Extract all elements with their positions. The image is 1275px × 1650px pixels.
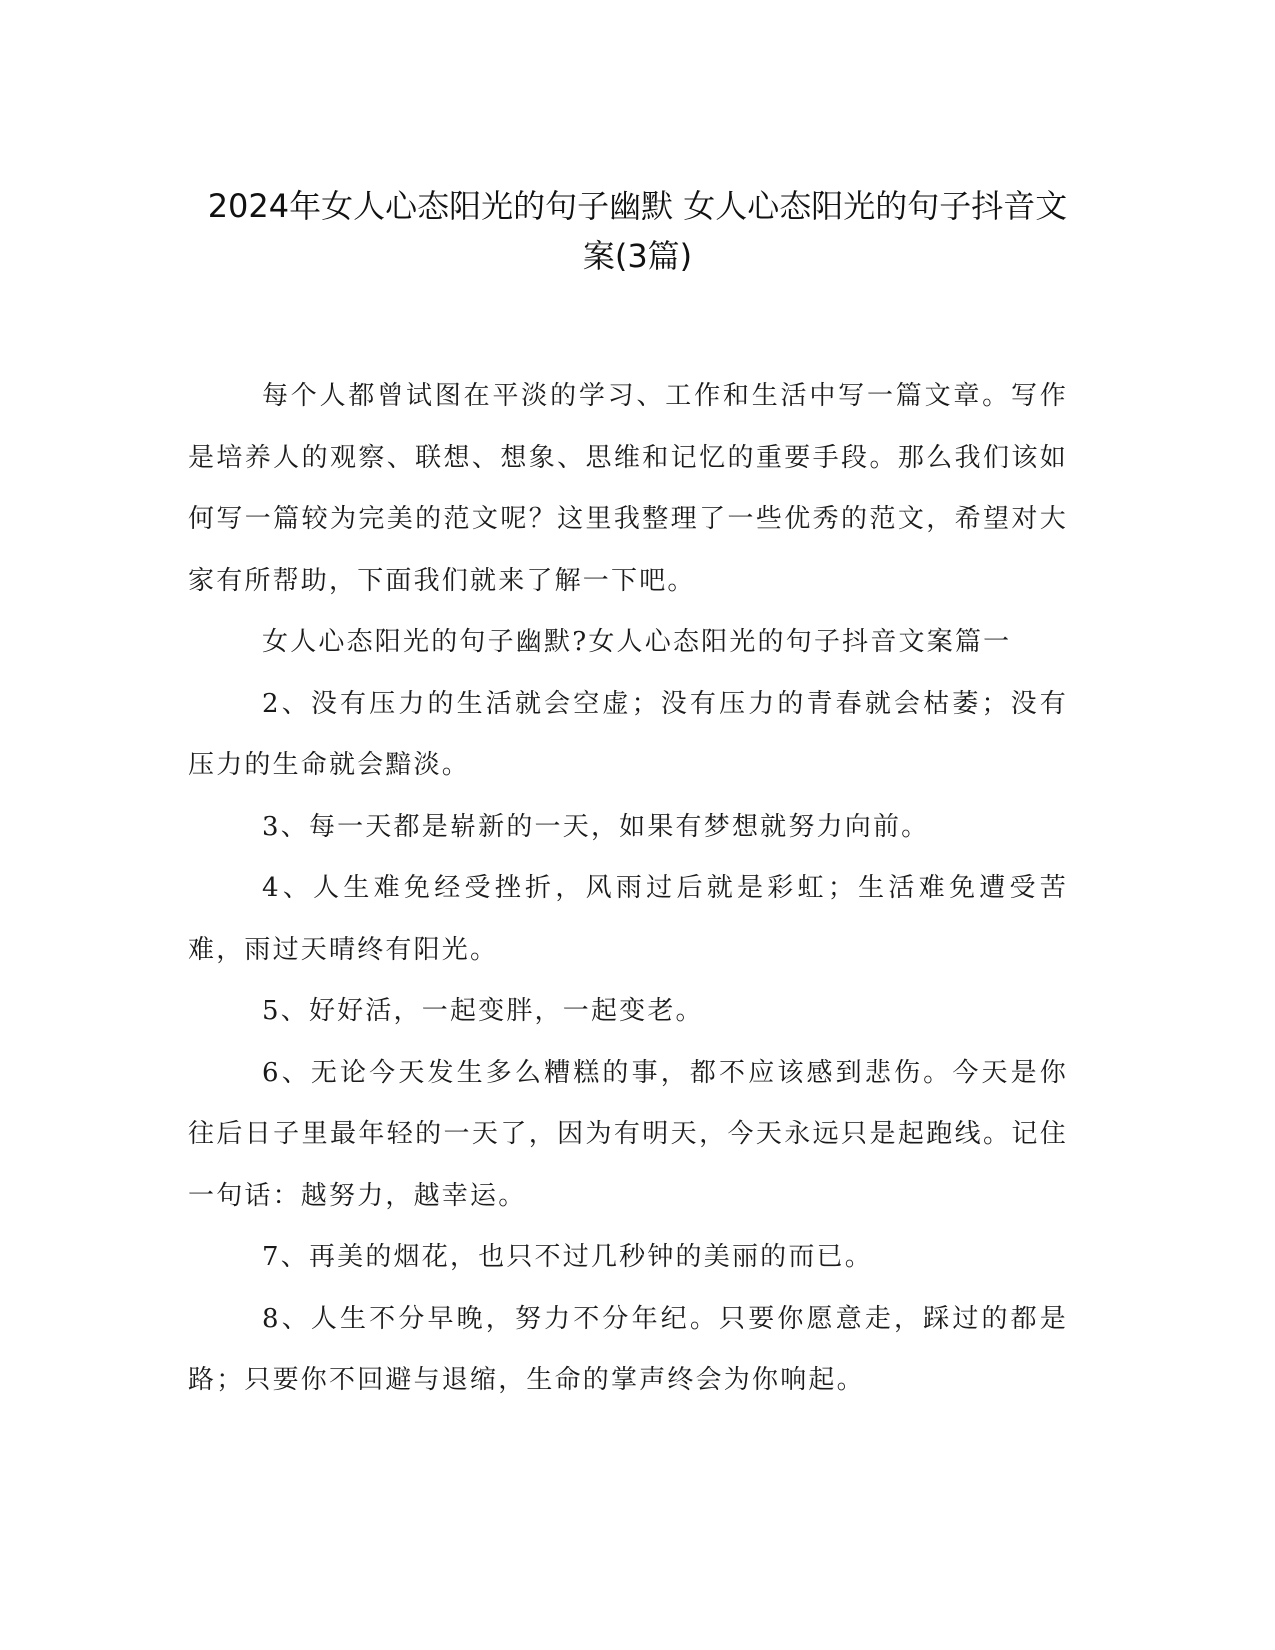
list-item: 2、没有压力的生活就会空虚；没有压力的青春就会枯萎；没有压力的生命就会黯淡。 <box>188 688 1068 780</box>
title-line-1: 2024年女人心态阳光的句子幽默 女人心态阳光的句子抖音文 <box>207 187 1068 225</box>
title-line-2: 案(3篇) <box>582 237 693 275</box>
section-heading: 女人心态阳光的句子幽默?女人心态阳光的句子抖音文案篇一 <box>262 627 1012 657</box>
list-item: 7、再美的烟花，也只不过几秒钟的美丽的而已。 <box>262 1242 873 1272</box>
list-item: 8、人生不分早晚，努力不分年纪。只要你愿意走，踩过的都是路；只要你不回避与退缩，生命的掌声终会为你响起。 <box>188 1303 1068 1395</box>
list-item: 4、人生难免经受挫折，风雨过后就是彩虹；生活难免遭受苦难，雨过天晴终有阳光。 <box>188 873 1068 965</box>
list-item: 3、每一天都是崭新的一天，如果有梦想就努力向前。 <box>262 811 930 842</box>
list-item: 5、好好活，一起变胖，一起变老。 <box>262 996 704 1026</box>
list-item: 6、无论今天发生多么糟糕的事，都不应该感到悲伤。今天是你往后日子里最年轻的一天了，因为有明天，今天永远只是起跑线。记住一句话：越努力，越幸运。 <box>188 1057 1068 1211</box>
intro-paragraph: 每个人都曾试图在平淡的学习、工作和生活中写一篇文章。写作是培养人的观察、联想、想象、思维和记忆的重要手段。那么我们该如何写一篇较为完美的范文呢？这里我整理了一些优秀的范文，希望对大家有所帮助，下面我们就来了解一下吧。 <box>188 381 1068 596</box>
document-body <box>188 366 1068 1412</box>
document-title <box>170 181 1105 281</box>
